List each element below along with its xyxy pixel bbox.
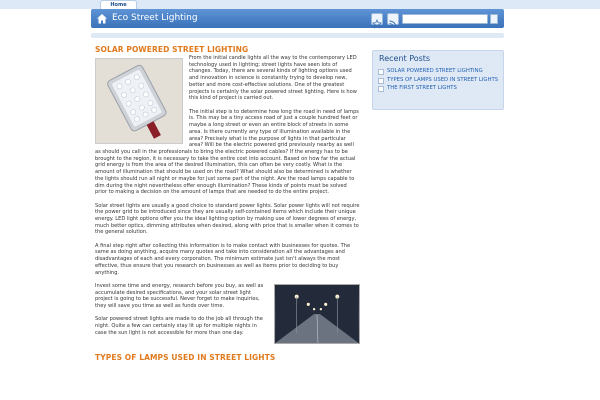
site-title[interactable]: Eco Street Lighting — [112, 13, 198, 23]
led-lamp-photo — [96, 59, 182, 143]
site-header — [91, 9, 504, 28]
post-paragraph: Solar street lights are usually a good choice to standard power lights. Solar power lights will not require the power grid to be introduced since they are usually self-contained items which include their unique energy. LED light options offer you the ideal lighting option by making use of lower degrees of energy, much better optics, dimming attributes when desired, along with price that is smaller when it comes to the general solution. — [95, 202, 360, 236]
home-icon[interactable] — [96, 13, 108, 25]
recent-posts-list — [378, 68, 502, 94]
post-paragraph: From the initial candle lights all the way to the contemporary LED technology used in lighting; street lights have seen lots of changes. Today, there are several kinds of lighting options used and innovation in science is constantly trying to develop new, better and more cost-effective solutions. One of the greatest projects is certainly the solar powered street lighting. Here is how this kind of project is carried out. — [189, 55, 357, 102]
recent-post-label: THE FIRST STREET LIGHTS — [387, 85, 457, 92]
post-paragraph: The initial step is to determine how long the road in need of lamps is. This may be a tiny access road of just a couple hundred feet or maybe a long street or even an entire block of streets in some area. Is there currently any type of illumination available in the area? Precisely what is the purpose of lights in that particular area? Will be the electric powered grid previously nearby as well as should you call in the professionals to bring the electric powered cables? If the energy has to be brought to the region, it is necessary to take the entire cost into account. Based on how far the actual grid energy is from the area of the desired illumination, this can often be very costly. What is the amount of illumination that should be used on the road? What should also be determined is whether the lights should run all night or maybe for just some part of the night. Are the road lamps capable to dim during the night nevertheless offer enough illumination? These kinds of points must be solved prior to making a decision on the amount of lamps that are needed to do the entire project. — [95, 108, 359, 196]
rss-icon — [388, 19, 398, 29]
street-at-night-photo — [275, 285, 359, 343]
post-title[interactable]: TYPES OF LAMPS USED IN STREET LIGHTS — [95, 352, 276, 362]
search-submit-button[interactable] — [490, 14, 498, 24]
post-paragraph: Invest some time and energy, research before you buy, as well as accumulate desired specifications, and your solar street light project is going to be successful. Never forget to make inquiries, they will save you time as well as funds over time. — [95, 282, 264, 310]
recent-posts-widget — [372, 50, 504, 110]
recent-post-label: SOLAR POWERED STREET LIGHTING — [387, 68, 483, 74]
document-icon — [378, 78, 384, 84]
document-icon — [378, 86, 384, 92]
post-paragraph: A final step right after collecting this information is to make contact with businesses for quotes. The same as doing anything, acquire many quotes and take into consideration all the advantages and disadvantages of each and every corporation. The minimum estimate just isn't always the most effective, thus ensure that you research on businesses as well as items prior to deciding to buy anything. — [95, 242, 351, 276]
post-paragraph: Solar powered street lights are made to do the job all through the night. Quite a few can certainly stay lit up for multiple nights in case the sun light is not accessible for more than one day. — [95, 316, 263, 336]
favorite-button[interactable] — [371, 13, 383, 25]
top-nav-bar — [0, 0, 600, 9]
recent-post-link[interactable] — [378, 77, 502, 84]
search-icon — [491, 22, 497, 30]
search-input[interactable] — [402, 14, 488, 24]
post-body — [95, 55, 360, 346]
recent-post-label: TYPES OF LAMPS USED IN STREET LIGHTS — [387, 76, 499, 83]
recent-post-link[interactable] — [378, 68, 502, 75]
post-title[interactable]: SOLAR POWERED STREET LIGHTING — [95, 45, 249, 54]
recent-post-link[interactable] — [378, 85, 502, 92]
rss-feed-button[interactable] — [387, 13, 399, 25]
tab-home[interactable]: Home — [100, 0, 137, 9]
night-street-lights-image — [274, 284, 360, 344]
star-icon — [372, 19, 382, 29]
led-street-light-image — [95, 58, 183, 144]
header-subbar — [91, 33, 504, 38]
widget-title: Recent Posts — [379, 54, 431, 63]
document-icon — [378, 69, 384, 75]
main-content — [95, 45, 360, 363]
